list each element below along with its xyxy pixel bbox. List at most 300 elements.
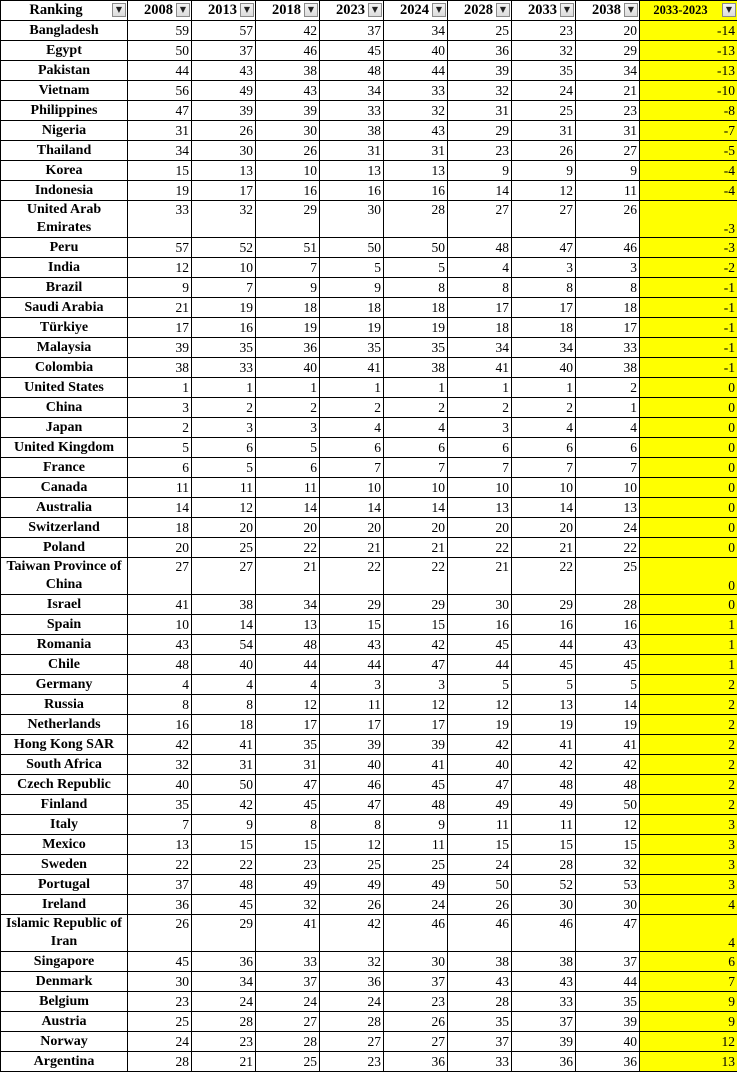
rank-cell-2038[interactable]: 17 <box>576 318 640 338</box>
rank-cell-2008[interactable]: 35 <box>128 795 192 815</box>
country-name-cell[interactable]: India <box>1 258 128 278</box>
rank-cell-2028[interactable]: 12 <box>448 695 512 715</box>
rank-cell-2028[interactable]: 19 <box>448 715 512 735</box>
rank-cell-2013[interactable]: 2 <box>192 398 256 418</box>
rank-cell-2028[interactable]: 23 <box>448 141 512 161</box>
rank-cell-2038[interactable]: 48 <box>576 775 640 795</box>
rank-cell-2028[interactable]: 35 <box>448 1012 512 1032</box>
rank-cell-2033[interactable]: 43 <box>512 972 576 992</box>
country-name-cell[interactable]: Portugal <box>1 875 128 895</box>
rank-cell-2008[interactable]: 25 <box>128 1012 192 1032</box>
rank-change-cell[interactable]: 9 <box>640 1012 737 1032</box>
rank-cell-2013[interactable]: 29 <box>192 915 256 952</box>
rank-cell-2024[interactable]: 29 <box>384 595 448 615</box>
rank-cell-2013[interactable]: 19 <box>192 298 256 318</box>
rank-cell-2013[interactable]: 10 <box>192 258 256 278</box>
rank-cell-2023[interactable]: 21 <box>320 538 384 558</box>
rank-cell-2013[interactable]: 26 <box>192 121 256 141</box>
rank-cell-2033[interactable]: 34 <box>512 338 576 358</box>
rank-cell-2013[interactable]: 38 <box>192 595 256 615</box>
header-cell-ranking[interactable] <box>1 1 128 21</box>
rank-cell-2018[interactable]: 40 <box>256 358 320 378</box>
rank-change-cell[interactable]: 13 <box>640 1052 737 1072</box>
rank-cell-2018[interactable]: 10 <box>256 161 320 181</box>
rank-cell-2028[interactable]: 30 <box>448 595 512 615</box>
rank-cell-2028[interactable]: 49 <box>448 795 512 815</box>
country-name-cell[interactable]: Argentina <box>1 1052 128 1072</box>
rank-cell-2023[interactable]: 5 <box>320 258 384 278</box>
rank-cell-2013[interactable]: 50 <box>192 775 256 795</box>
rank-cell-2028[interactable]: 50 <box>448 875 512 895</box>
rank-cell-2018[interactable]: 20 <box>256 518 320 538</box>
rank-cell-2018[interactable]: 23 <box>256 855 320 875</box>
rank-cell-2024[interactable]: 8 <box>384 278 448 298</box>
rank-cell-2038[interactable]: 16 <box>576 615 640 635</box>
rank-cell-2013[interactable]: 16 <box>192 318 256 338</box>
rank-cell-2023[interactable]: 3 <box>320 675 384 695</box>
rank-cell-2038[interactable]: 20 <box>576 21 640 41</box>
country-name-cell[interactable]: Australia <box>1 498 128 518</box>
rank-cell-2008[interactable]: 42 <box>128 735 192 755</box>
rank-cell-2038[interactable]: 45 <box>576 655 640 675</box>
rank-change-cell[interactable]: 0 <box>640 398 737 418</box>
rank-cell-2023[interactable]: 43 <box>320 635 384 655</box>
rank-cell-2033[interactable]: 31 <box>512 121 576 141</box>
rank-cell-2024[interactable]: 32 <box>384 101 448 121</box>
rank-cell-2018[interactable]: 43 <box>256 81 320 101</box>
rank-cell-2024[interactable]: 14 <box>384 498 448 518</box>
rank-cell-2033[interactable]: 39 <box>512 1032 576 1052</box>
rank-cell-2008[interactable]: 12 <box>128 258 192 278</box>
rank-cell-2028[interactable]: 1 <box>448 378 512 398</box>
rank-cell-2018[interactable]: 36 <box>256 338 320 358</box>
rank-cell-2024[interactable]: 27 <box>384 1032 448 1052</box>
country-name-cell[interactable]: Italy <box>1 815 128 835</box>
rank-cell-2023[interactable]: 33 <box>320 101 384 121</box>
rank-cell-2008[interactable]: 1 <box>128 378 192 398</box>
rank-cell-2018[interactable]: 51 <box>256 238 320 258</box>
rank-cell-2013[interactable]: 18 <box>192 715 256 735</box>
rank-change-cell[interactable]: 7 <box>640 972 737 992</box>
rank-cell-2033[interactable]: 2 <box>512 398 576 418</box>
rank-cell-2013[interactable]: 14 <box>192 615 256 635</box>
rank-cell-2033[interactable]: 20 <box>512 518 576 538</box>
rank-cell-2024[interactable]: 45 <box>384 775 448 795</box>
rank-cell-2023[interactable]: 15 <box>320 615 384 635</box>
rank-cell-2028[interactable]: 2 <box>448 398 512 418</box>
rank-cell-2028[interactable]: 16 <box>448 615 512 635</box>
rank-cell-2033[interactable]: 24 <box>512 81 576 101</box>
rank-cell-2023[interactable]: 50 <box>320 238 384 258</box>
rank-cell-2008[interactable]: 33 <box>128 201 192 238</box>
rank-cell-2018[interactable]: 18 <box>256 298 320 318</box>
rank-cell-2008[interactable]: 11 <box>128 478 192 498</box>
rank-change-cell[interactable]: 2 <box>640 735 737 755</box>
rank-cell-2013[interactable]: 17 <box>192 181 256 201</box>
rank-cell-2018[interactable]: 11 <box>256 478 320 498</box>
rank-cell-2008[interactable]: 20 <box>128 538 192 558</box>
rank-cell-2023[interactable]: 47 <box>320 795 384 815</box>
rank-cell-2038[interactable]: 9 <box>576 161 640 181</box>
rank-cell-2008[interactable]: 38 <box>128 358 192 378</box>
rank-cell-2024[interactable]: 2 <box>384 398 448 418</box>
rank-change-cell[interactable]: -2 <box>640 258 737 278</box>
rank-cell-2038[interactable]: 6 <box>576 438 640 458</box>
rank-cell-2024[interactable]: 12 <box>384 695 448 715</box>
rank-cell-2018[interactable]: 31 <box>256 755 320 775</box>
rank-cell-2018[interactable]: 42 <box>256 21 320 41</box>
rank-change-cell[interactable]: -4 <box>640 181 737 201</box>
rank-cell-2008[interactable]: 17 <box>128 318 192 338</box>
rank-cell-2028[interactable]: 20 <box>448 518 512 538</box>
rank-cell-2023[interactable]: 38 <box>320 121 384 141</box>
rank-cell-2038[interactable]: 12 <box>576 815 640 835</box>
rank-cell-2038[interactable]: 41 <box>576 735 640 755</box>
rank-cell-2018[interactable]: 21 <box>256 558 320 595</box>
rank-cell-2033[interactable]: 35 <box>512 61 576 81</box>
rank-cell-2033[interactable]: 45 <box>512 655 576 675</box>
rank-cell-2038[interactable]: 7 <box>576 458 640 478</box>
rank-cell-2038[interactable]: 38 <box>576 358 640 378</box>
country-name-cell[interactable]: Malaysia <box>1 338 128 358</box>
rank-cell-2038[interactable]: 43 <box>576 635 640 655</box>
rank-cell-2018[interactable]: 32 <box>256 895 320 915</box>
rank-cell-2038[interactable]: 8 <box>576 278 640 298</box>
rank-change-cell[interactable]: 0 <box>640 438 737 458</box>
country-name-cell[interactable]: Austria <box>1 1012 128 1032</box>
rank-change-cell[interactable]: 2 <box>640 795 737 815</box>
rank-change-cell[interactable]: 0 <box>640 498 737 518</box>
rank-change-cell[interactable]: -14 <box>640 21 737 41</box>
rank-cell-2018[interactable]: 13 <box>256 615 320 635</box>
rank-change-cell[interactable]: -3 <box>640 238 737 258</box>
rank-cell-2013[interactable]: 27 <box>192 558 256 595</box>
rank-cell-2023[interactable]: 1 <box>320 378 384 398</box>
rank-cell-2008[interactable]: 4 <box>128 675 192 695</box>
rank-cell-2033[interactable]: 5 <box>512 675 576 695</box>
rank-cell-2033[interactable]: 32 <box>512 41 576 61</box>
rank-cell-2028[interactable]: 28 <box>448 992 512 1012</box>
rank-cell-2013[interactable]: 23 <box>192 1032 256 1052</box>
dropdown-arrow-icon[interactable]: ▼ <box>304 3 318 17</box>
rank-cell-2013[interactable]: 52 <box>192 238 256 258</box>
rank-cell-2038[interactable]: 1 <box>576 398 640 418</box>
rank-cell-2023[interactable]: 32 <box>320 952 384 972</box>
rank-cell-2023[interactable]: 42 <box>320 915 384 952</box>
rank-cell-2038[interactable]: 15 <box>576 835 640 855</box>
rank-change-cell[interactable]: 3 <box>640 875 737 895</box>
rank-cell-2028[interactable]: 7 <box>448 458 512 478</box>
rank-cell-2038[interactable]: 44 <box>576 972 640 992</box>
rank-cell-2033[interactable]: 3 <box>512 258 576 278</box>
rank-cell-2018[interactable]: 12 <box>256 695 320 715</box>
rank-cell-2013[interactable]: 11 <box>192 478 256 498</box>
rank-cell-2033[interactable]: 17 <box>512 298 576 318</box>
rank-cell-2023[interactable]: 8 <box>320 815 384 835</box>
rank-cell-2028[interactable]: 39 <box>448 61 512 81</box>
rank-cell-2028[interactable]: 25 <box>448 21 512 41</box>
rank-cell-2013[interactable]: 3 <box>192 418 256 438</box>
rank-cell-2038[interactable]: 22 <box>576 538 640 558</box>
rank-cell-2018[interactable]: 24 <box>256 992 320 1012</box>
rank-cell-2028[interactable]: 24 <box>448 855 512 875</box>
rank-cell-2038[interactable]: 5 <box>576 675 640 695</box>
country-name-cell[interactable]: Norway <box>1 1032 128 1052</box>
rank-cell-2024[interactable]: 48 <box>384 795 448 815</box>
rank-cell-2038[interactable]: 21 <box>576 81 640 101</box>
rank-cell-2008[interactable]: 36 <box>128 895 192 915</box>
rank-cell-2038[interactable]: 24 <box>576 518 640 538</box>
rank-cell-2013[interactable]: 35 <box>192 338 256 358</box>
rank-cell-2023[interactable]: 41 <box>320 358 384 378</box>
rank-cell-2018[interactable]: 7 <box>256 258 320 278</box>
rank-cell-2018[interactable]: 17 <box>256 715 320 735</box>
rank-cell-2018[interactable]: 44 <box>256 655 320 675</box>
rank-change-cell[interactable]: 6 <box>640 952 737 972</box>
header-cell-2038[interactable] <box>576 1 640 21</box>
rank-cell-2033[interactable]: 14 <box>512 498 576 518</box>
rank-cell-2023[interactable]: 4 <box>320 418 384 438</box>
rank-cell-2028[interactable]: 27 <box>448 201 512 238</box>
rank-cell-2008[interactable]: 59 <box>128 21 192 41</box>
rank-cell-2028[interactable]: 13 <box>448 498 512 518</box>
rank-cell-2008[interactable]: 5 <box>128 438 192 458</box>
rank-change-cell[interactable]: -8 <box>640 101 737 121</box>
rank-cell-2013[interactable]: 57 <box>192 21 256 41</box>
rank-cell-2024[interactable]: 7 <box>384 458 448 478</box>
rank-change-cell[interactable]: 0 <box>640 478 737 498</box>
rank-cell-2023[interactable]: 39 <box>320 735 384 755</box>
rank-cell-2028[interactable]: 40 <box>448 755 512 775</box>
rank-cell-2024[interactable]: 23 <box>384 992 448 1012</box>
rank-change-cell[interactable]: 2 <box>640 775 737 795</box>
rank-cell-2008[interactable]: 3 <box>128 398 192 418</box>
rank-cell-2038[interactable]: 40 <box>576 1032 640 1052</box>
rank-cell-2033[interactable]: 4 <box>512 418 576 438</box>
rank-cell-2024[interactable]: 43 <box>384 121 448 141</box>
country-name-cell[interactable]: Czech Republic <box>1 775 128 795</box>
rank-cell-2028[interactable]: 21 <box>448 558 512 595</box>
rank-cell-2028[interactable]: 38 <box>448 952 512 972</box>
rank-change-cell[interactable]: 9 <box>640 992 737 1012</box>
rank-cell-2024[interactable]: 39 <box>384 735 448 755</box>
country-name-cell[interactable]: Russia <box>1 695 128 715</box>
country-name-cell[interactable]: Spain <box>1 615 128 635</box>
rank-cell-2028[interactable]: 29 <box>448 121 512 141</box>
rank-cell-2038[interactable]: 28 <box>576 595 640 615</box>
rank-cell-2008[interactable]: 10 <box>128 615 192 635</box>
country-name-cell[interactable]: Brazil <box>1 278 128 298</box>
rank-cell-2028[interactable]: 42 <box>448 735 512 755</box>
rank-cell-2008[interactable]: 45 <box>128 952 192 972</box>
rank-cell-2018[interactable]: 49 <box>256 875 320 895</box>
rank-cell-2023[interactable]: 45 <box>320 41 384 61</box>
country-name-cell[interactable]: Vietnam <box>1 81 128 101</box>
rank-cell-2028[interactable]: 44 <box>448 655 512 675</box>
header-cell-2033-2023[interactable] <box>640 1 737 21</box>
rank-change-cell[interactable]: 1 <box>640 615 737 635</box>
rank-cell-2018[interactable]: 22 <box>256 538 320 558</box>
rank-cell-2013[interactable]: 5 <box>192 458 256 478</box>
rank-cell-2008[interactable]: 37 <box>128 875 192 895</box>
rank-cell-2008[interactable]: 23 <box>128 992 192 1012</box>
country-name-cell[interactable]: Egypt <box>1 41 128 61</box>
country-name-cell[interactable]: Peru <box>1 238 128 258</box>
rank-cell-2008[interactable]: 44 <box>128 61 192 81</box>
rank-cell-2024[interactable]: 35 <box>384 338 448 358</box>
rank-change-cell[interactable]: -1 <box>640 318 737 338</box>
rank-cell-2028[interactable]: 22 <box>448 538 512 558</box>
rank-cell-2013[interactable]: 41 <box>192 735 256 755</box>
rank-cell-2028[interactable]: 45 <box>448 635 512 655</box>
rank-cell-2013[interactable]: 12 <box>192 498 256 518</box>
country-name-cell[interactable]: Taiwan Province of China <box>1 558 128 595</box>
rank-cell-2023[interactable]: 28 <box>320 1012 384 1032</box>
rank-change-cell[interactable]: -1 <box>640 278 737 298</box>
rank-cell-2024[interactable]: 37 <box>384 972 448 992</box>
rank-cell-2038[interactable]: 23 <box>576 101 640 121</box>
rank-cell-2033[interactable]: 38 <box>512 952 576 972</box>
rank-cell-2038[interactable]: 14 <box>576 695 640 715</box>
rank-cell-2018[interactable]: 3 <box>256 418 320 438</box>
rank-cell-2013[interactable]: 6 <box>192 438 256 458</box>
rank-cell-2023[interactable]: 35 <box>320 338 384 358</box>
rank-change-cell[interactable]: 2 <box>640 695 737 715</box>
rank-cell-2028[interactable]: 9 <box>448 161 512 181</box>
rank-cell-2038[interactable]: 11 <box>576 181 640 201</box>
rank-cell-2023[interactable]: 30 <box>320 201 384 238</box>
country-name-cell[interactable]: Poland <box>1 538 128 558</box>
country-name-cell[interactable]: Thailand <box>1 141 128 161</box>
country-name-cell[interactable]: Israel <box>1 595 128 615</box>
header-cell-2018[interactable] <box>256 1 320 21</box>
rank-cell-2033[interactable]: 40 <box>512 358 576 378</box>
rank-cell-2038[interactable]: 47 <box>576 915 640 952</box>
rank-cell-2013[interactable]: 54 <box>192 635 256 655</box>
rank-cell-2023[interactable]: 18 <box>320 298 384 318</box>
rank-change-cell[interactable]: 3 <box>640 815 737 835</box>
rank-cell-2024[interactable]: 4 <box>384 418 448 438</box>
rank-cell-2008[interactable]: 34 <box>128 141 192 161</box>
rank-cell-2018[interactable]: 16 <box>256 181 320 201</box>
rank-cell-2013[interactable]: 48 <box>192 875 256 895</box>
rank-cell-2023[interactable]: 16 <box>320 181 384 201</box>
country-name-cell[interactable]: United Arab Emirates <box>1 201 128 238</box>
rank-change-cell[interactable]: 4 <box>640 895 737 915</box>
dropdown-arrow-icon[interactable]: ▼ <box>722 3 736 17</box>
country-name-cell[interactable]: Philippines <box>1 101 128 121</box>
rank-cell-2024[interactable]: 15 <box>384 615 448 635</box>
rank-change-cell[interactable]: 2 <box>640 715 737 735</box>
rank-cell-2024[interactable]: 6 <box>384 438 448 458</box>
rank-cell-2008[interactable]: 22 <box>128 855 192 875</box>
rank-cell-2028[interactable]: 34 <box>448 338 512 358</box>
rank-cell-2028[interactable]: 32 <box>448 81 512 101</box>
header-cell-2008[interactable] <box>128 1 192 21</box>
rank-cell-2018[interactable]: 27 <box>256 1012 320 1032</box>
dropdown-arrow-icon[interactable]: ▼ <box>368 3 382 17</box>
rank-cell-2033[interactable]: 18 <box>512 318 576 338</box>
country-name-cell[interactable]: Belgium <box>1 992 128 1012</box>
dropdown-arrow-icon[interactable]: ▼ <box>624 3 638 17</box>
dropdown-arrow-icon[interactable]: ▼ <box>112 3 126 17</box>
dropdown-arrow-icon[interactable]: ▼ <box>240 3 254 17</box>
rank-cell-2008[interactable]: 24 <box>128 1032 192 1052</box>
country-name-cell[interactable]: United States <box>1 378 128 398</box>
rank-cell-2008[interactable]: 15 <box>128 161 192 181</box>
rank-change-cell[interactable]: -1 <box>640 298 737 318</box>
rank-cell-2028[interactable]: 26 <box>448 895 512 915</box>
rank-cell-2033[interactable]: 8 <box>512 278 576 298</box>
rank-cell-2023[interactable]: 24 <box>320 992 384 1012</box>
rank-cell-2023[interactable]: 14 <box>320 498 384 518</box>
rank-cell-2028[interactable]: 8 <box>448 278 512 298</box>
rank-cell-2008[interactable]: 27 <box>128 558 192 595</box>
rank-cell-2023[interactable]: 44 <box>320 655 384 675</box>
rank-cell-2023[interactable]: 23 <box>320 1052 384 1072</box>
rank-cell-2008[interactable]: 28 <box>128 1052 192 1072</box>
rank-cell-2033[interactable]: 44 <box>512 635 576 655</box>
rank-cell-2023[interactable]: 46 <box>320 775 384 795</box>
rank-cell-2024[interactable]: 28 <box>384 201 448 238</box>
rank-cell-2008[interactable]: 18 <box>128 518 192 538</box>
rank-cell-2023[interactable]: 49 <box>320 875 384 895</box>
rank-cell-2024[interactable]: 16 <box>384 181 448 201</box>
rank-cell-2018[interactable]: 25 <box>256 1052 320 1072</box>
rank-cell-2038[interactable]: 46 <box>576 238 640 258</box>
rank-cell-2008[interactable]: 26 <box>128 915 192 952</box>
rank-cell-2018[interactable]: 47 <box>256 775 320 795</box>
rank-cell-2028[interactable]: 3 <box>448 418 512 438</box>
rank-cell-2033[interactable]: 12 <box>512 181 576 201</box>
rank-cell-2033[interactable]: 19 <box>512 715 576 735</box>
rank-cell-2038[interactable]: 39 <box>576 1012 640 1032</box>
header-cell-2013[interactable] <box>192 1 256 21</box>
rank-cell-2028[interactable]: 37 <box>448 1032 512 1052</box>
rank-cell-2033[interactable]: 15 <box>512 835 576 855</box>
rank-cell-2038[interactable]: 18 <box>576 298 640 318</box>
rank-cell-2013[interactable]: 37 <box>192 41 256 61</box>
rank-cell-2023[interactable]: 27 <box>320 1032 384 1052</box>
rank-cell-2024[interactable]: 26 <box>384 1012 448 1032</box>
country-name-cell[interactable]: Japan <box>1 418 128 438</box>
rank-cell-2028[interactable]: 43 <box>448 972 512 992</box>
rank-cell-2024[interactable]: 11 <box>384 835 448 855</box>
rank-change-cell[interactable]: 0 <box>640 418 737 438</box>
rank-cell-2013[interactable]: 43 <box>192 61 256 81</box>
rank-cell-2038[interactable]: 4 <box>576 418 640 438</box>
rank-cell-2013[interactable]: 13 <box>192 161 256 181</box>
rank-change-cell[interactable]: 2 <box>640 675 737 695</box>
rank-cell-2008[interactable]: 21 <box>128 298 192 318</box>
rank-cell-2033[interactable]: 9 <box>512 161 576 181</box>
rank-cell-2033[interactable]: 29 <box>512 595 576 615</box>
rank-cell-2018[interactable]: 9 <box>256 278 320 298</box>
rank-cell-2013[interactable]: 21 <box>192 1052 256 1072</box>
rank-change-cell[interactable]: 0 <box>640 378 737 398</box>
rank-cell-2028[interactable]: 5 <box>448 675 512 695</box>
rank-cell-2024[interactable]: 5 <box>384 258 448 278</box>
rank-cell-2024[interactable]: 20 <box>384 518 448 538</box>
rank-cell-2013[interactable]: 1 <box>192 378 256 398</box>
country-name-cell[interactable]: Mexico <box>1 835 128 855</box>
rank-cell-2038[interactable]: 34 <box>576 61 640 81</box>
rank-change-cell[interactable]: 2 <box>640 755 737 775</box>
rank-cell-2028[interactable]: 18 <box>448 318 512 338</box>
rank-change-cell[interactable]: -13 <box>640 41 737 61</box>
rank-cell-2023[interactable]: 22 <box>320 558 384 595</box>
rank-cell-2023[interactable]: 29 <box>320 595 384 615</box>
